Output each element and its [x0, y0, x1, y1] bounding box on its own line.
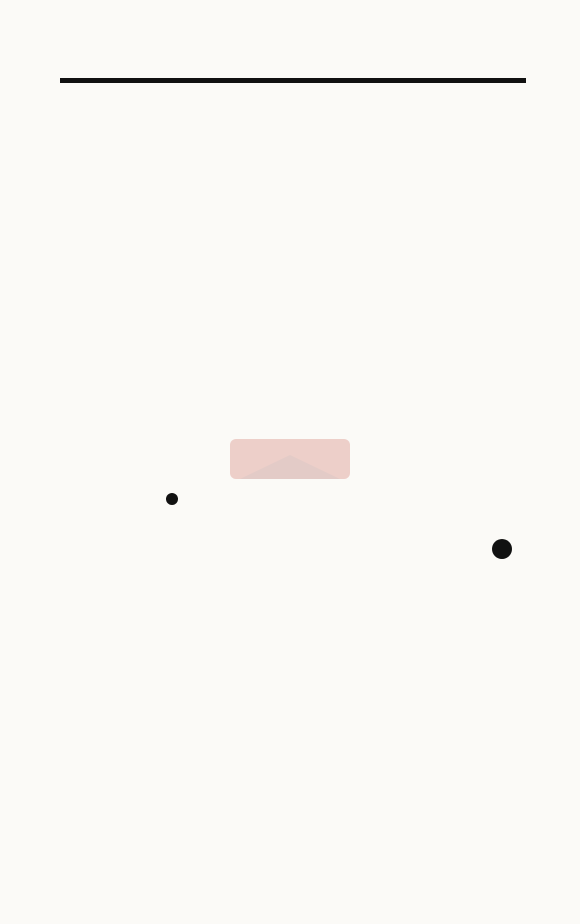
section-dot-icon: [492, 539, 512, 559]
header-rule: [60, 78, 526, 83]
bullet-dot-icon: [166, 493, 178, 505]
right-column-bottom: [296, 536, 518, 559]
subheading: [90, 488, 260, 505]
section-lead: [492, 539, 518, 559]
subheading-mark: [166, 493, 184, 505]
archive-watermark: [170, 425, 410, 545]
watermark-logo-icon: [170, 425, 410, 545]
